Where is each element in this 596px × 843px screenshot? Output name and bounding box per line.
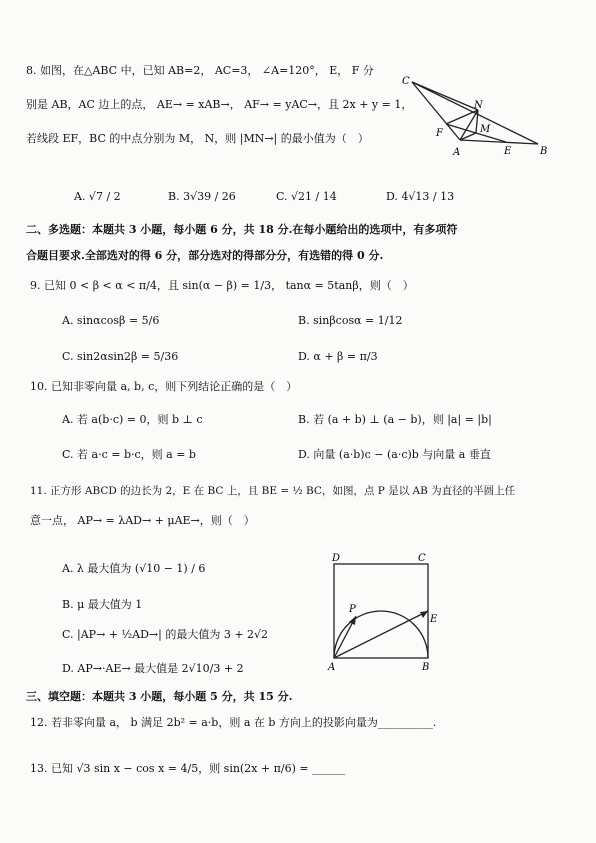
q8-label-a: A [453, 147, 461, 158]
q8-label-n: N [474, 100, 483, 111]
section2-line2: 合题目要求.全部选对的得 6 分，部分选对的得部分分，有选错的得 0 分. [26, 249, 384, 262]
q8-line1: 8. 如图，在△ABC 中，已知 AB=2， AC=3， ∠A=120°， E， F 分 [26, 64, 374, 77]
q9-option-d: D. α + β = π/3 [298, 350, 378, 363]
q10-stem: 10. 已知非零向量 a, b, c，则下列结论正确的是（ ） [30, 380, 298, 393]
q11-line1: 11. 正方形 ABCD 的边长为 2，E 在 BC 上，且 BE = ½ BC，如图，点 P 是以 AB 为直径的半圆上任 [30, 485, 516, 497]
q11-option-c: C. |AP→ + ½AD→| 的最大值为 3 + 2√2 [62, 628, 269, 641]
q8-option-a: A. √7 / 2 [74, 190, 121, 203]
q11-label-p: P [349, 604, 356, 615]
q8-label-m: M [480, 124, 491, 135]
q8-option-c: C. √21 / 14 [276, 190, 337, 203]
q11-label-d: D [332, 553, 341, 564]
q11-label-b: B [422, 662, 430, 672]
q11-option-d: D. AP→·AE→ 最大值是 2√10/3 + 2 [62, 662, 244, 675]
q8-option-d: D. 4√13 / 13 [386, 190, 455, 203]
q8-label-f: F [436, 128, 443, 139]
q8-label-b: B [540, 146, 548, 157]
q10-option-c: C. 若 a·c = b·c，则 a = b [62, 448, 196, 461]
q13-stem: 13. 已知 √3 sin x − cos x = 4/5，则 sin(2x + π/6) = ______ [30, 762, 346, 775]
section2-line1: 二、多选题：本题共 3 小题，每小题 6 分，共 18 分.在每小题给出的选项中，有多项符 [26, 223, 458, 236]
q9-option-c: C. sin2αsin2β = 5/36 [62, 350, 179, 363]
q9-option-a: A. sinαcosβ = 5/6 [62, 314, 160, 327]
q8-triangle-figure [398, 70, 554, 162]
q10-option-d: D. 向量 (a·b)c − (a·c)b 与向量 a 垂直 [298, 448, 491, 461]
q11-label-e: E [430, 614, 438, 625]
q9-stem: 9. 已知 0 < β < α < π/4，且 sin(α − β) = 1/3， tanα = 5tanβ，则（ ） [30, 279, 414, 292]
q11-line2: 意一点， AP→ = λAD→ + μAE→，则（ ） [30, 514, 255, 527]
q11-label-c: C [418, 553, 426, 564]
q12-stem: 12. 若非零向量 a， b 满足 2b² = a·b，则 a 在 b 方向上的投影向量为__________. [30, 716, 437, 729]
q10-option-a: A. 若 a(b·c) = 0，则 b ⊥ c [62, 413, 203, 426]
q8-option-b: B. 3√39 / 26 [168, 190, 236, 203]
q8-label-e: E [504, 146, 512, 157]
q9-option-b: B. sinβcosα = 1/12 [298, 314, 403, 327]
q11-option-b: B. μ 最大值为 1 [62, 598, 143, 611]
q11-label-a: A [328, 662, 336, 672]
q11-option-a: A. λ 最大值为 (√10 − 1) / 6 [62, 562, 206, 575]
q8-line2: 别是 AB，AC 边上的点， AE→ = xAB→， AF→ = yAC→，且 2x + y = 1， [26, 98, 413, 111]
q11-square-figure [322, 550, 446, 672]
section3-line1: 三、填空题：本题共 3 小题，每小题 5 分，共 15 分. [26, 690, 293, 703]
q8-line3: 若线段 EF，BC 的中点分别为 M， N，则 |MN→| 的最小值为（ ） [26, 132, 369, 145]
q8-label-c: C [402, 76, 410, 87]
q10-option-b: B. 若 (a + b) ⊥ (a − b)，则 |a| = |b| [298, 413, 492, 426]
